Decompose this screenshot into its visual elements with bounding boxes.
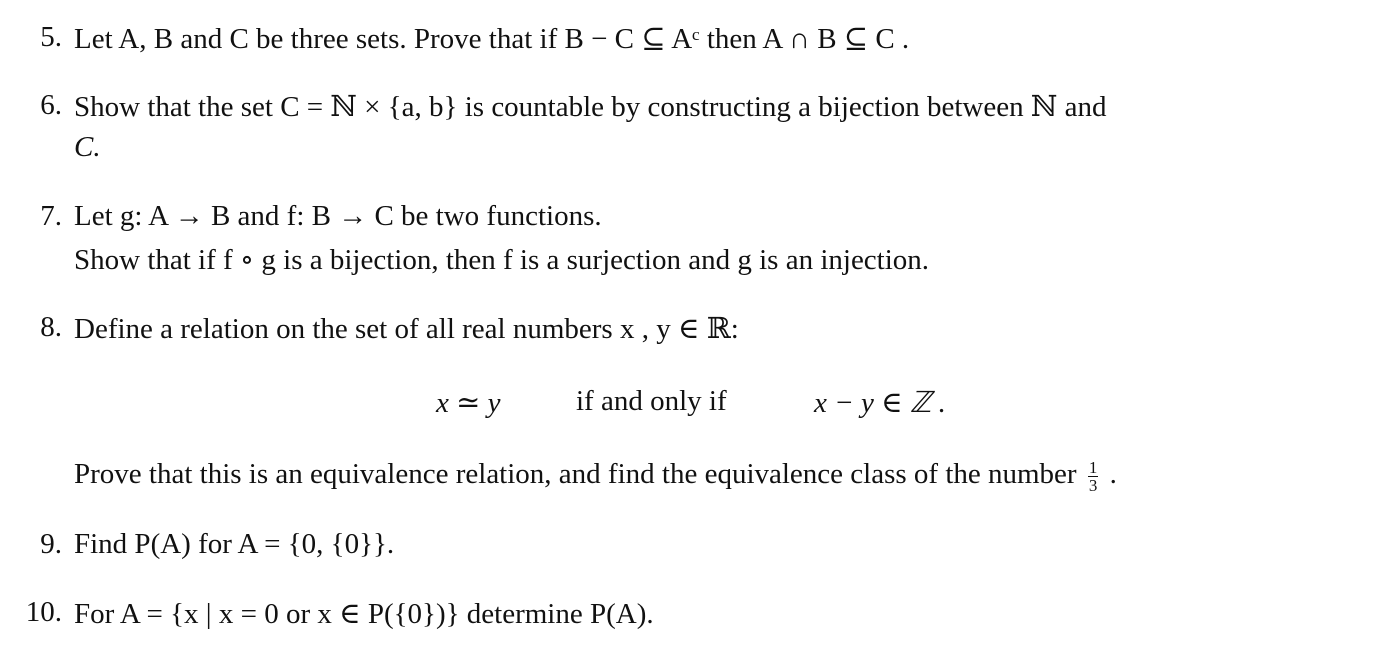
problem-text: Let A, B and C be three sets. Prove that if B − C ⊆ Aᶜ then A ∩ B ⊆ C . bbox=[74, 23, 910, 55]
problem-number: 9. bbox=[40, 528, 62, 560]
fraction-denominator: 3 bbox=[1088, 475, 1098, 495]
period: . bbox=[1109, 458, 1117, 490]
fraction-numerator: 1 bbox=[1088, 457, 1098, 477]
problem-text: Define a relation on the set of all real numbers x , y ∈ ℝ: bbox=[74, 313, 739, 345]
equation-right: x − y ∈ ℤ . bbox=[814, 387, 946, 419]
problem-number: 6. bbox=[40, 89, 62, 121]
problem-text: Show that the set C = ℕ × {a, b} is countable by constructing a bijection between ℕ and bbox=[74, 91, 1107, 123]
problem-text: Prove that this is an equivalence relation, and find the equivalence class of the number bbox=[74, 458, 1077, 490]
equation-left: x ≃ y bbox=[436, 387, 501, 419]
problem-text: Let g: A → B and f: B → C be two functions. bbox=[74, 200, 602, 232]
problem-number: 5. bbox=[40, 21, 62, 53]
fraction bbox=[1088, 459, 1099, 494]
problem-text: For A = {x | x = 0 or x ∈ P({0})} determine P(A). bbox=[74, 598, 654, 630]
problem-number: 10. bbox=[25, 596, 62, 628]
problem-text-continuation: C. bbox=[74, 131, 101, 163]
problem-text-continuation bbox=[74, 458, 1117, 494]
problem-text: Find P(A) for A = {0, {0}}. bbox=[74, 528, 395, 560]
problem-number: 8. bbox=[40, 311, 62, 343]
equation-middle: if and only if bbox=[576, 385, 727, 417]
problem-text-continuation: Show that if f ∘ g is a bijection, then f is a surjection and g is an injection. bbox=[74, 244, 930, 276]
problem-number: 7. bbox=[40, 200, 62, 232]
